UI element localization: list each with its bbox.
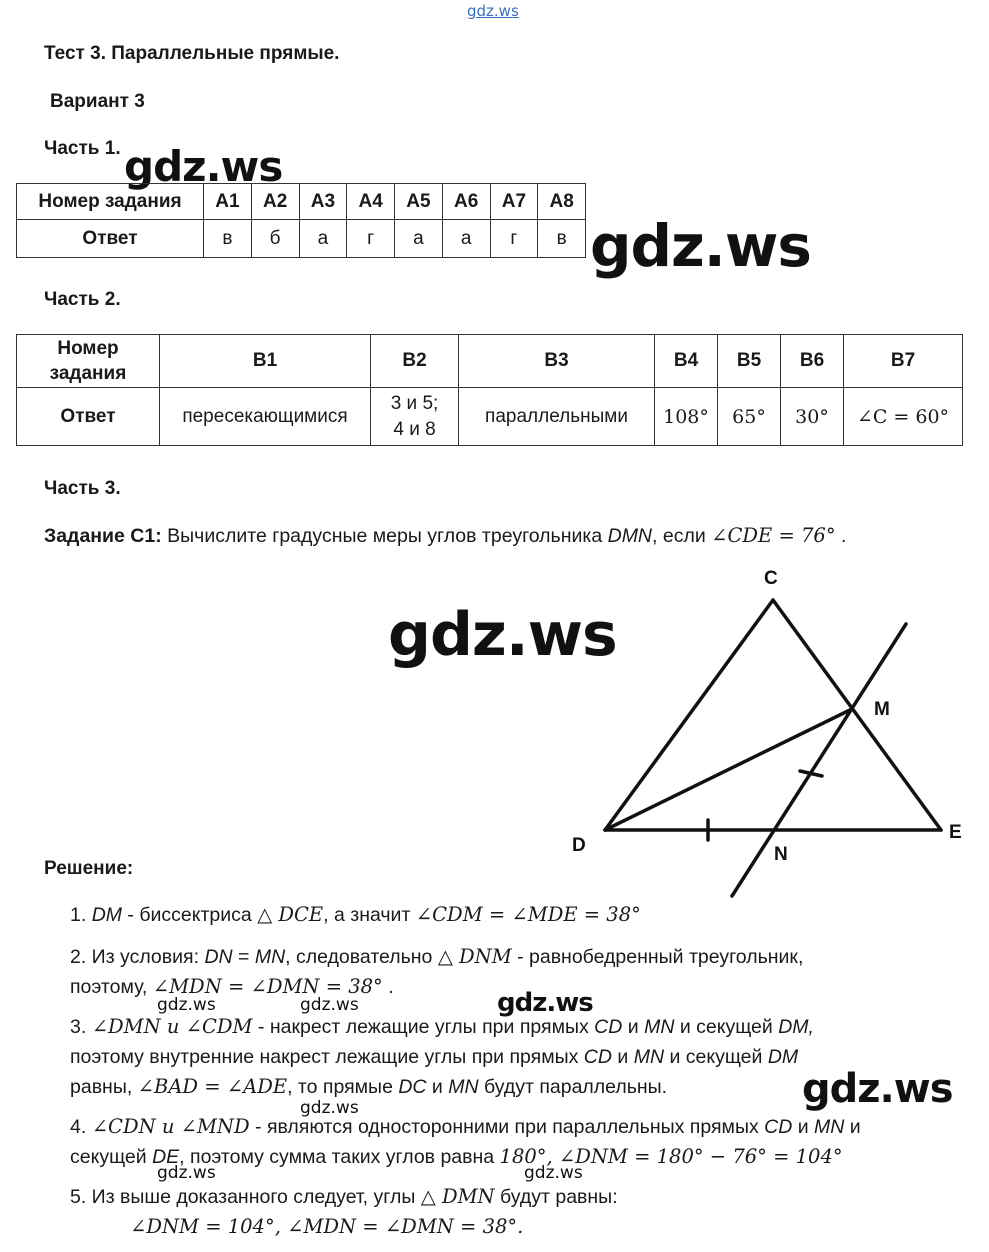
part3-label: Часть 3. xyxy=(44,478,121,499)
solution-label: Решение: xyxy=(44,858,134,879)
math-expr: ∠DMN и ∠CDM xyxy=(91,1015,253,1038)
watermark: gdz.ws xyxy=(590,212,811,280)
task-c1-angle: ∠CDE = 76° xyxy=(711,524,836,547)
part1-answer: в xyxy=(538,220,586,258)
step-line xyxy=(70,1012,950,1042)
part2-answer: 30° xyxy=(781,388,844,446)
watermark: gdz.ws xyxy=(157,995,216,1015)
step-text: - накрест лежащие углы при прямых xyxy=(252,1016,595,1038)
part2-answer-row xyxy=(17,388,963,446)
part1-answer: в xyxy=(204,220,252,258)
segment-ref: CD xyxy=(583,1046,612,1068)
part1-task: A4 xyxy=(347,184,395,220)
task-c1-if: , если xyxy=(652,525,706,547)
step-text: секущей xyxy=(70,1146,153,1168)
watermark: gdz.ws xyxy=(802,1066,953,1112)
part1-task: A1 xyxy=(204,184,252,220)
part1-label: Часть 1. xyxy=(44,138,121,159)
step-text: , то прямые xyxy=(287,1076,399,1098)
step-text: и xyxy=(426,1076,449,1098)
watermark: gdz.ws xyxy=(388,600,617,670)
segment-ref: DN xyxy=(204,946,233,968)
math-expr: △ DMN xyxy=(420,1185,495,1208)
part1-task: A3 xyxy=(299,184,347,220)
part1-answer-label: Ответ xyxy=(17,220,204,258)
part2-task: B2 xyxy=(371,335,459,388)
part1-answer: г xyxy=(347,220,395,258)
part2-answer-line: 4 и 8 xyxy=(393,418,436,440)
watermark-top[interactable]: gdz.ws xyxy=(467,2,519,20)
part2-answer xyxy=(371,388,459,446)
math-expr: △ DCE xyxy=(257,903,324,926)
step-text: и xyxy=(844,1116,861,1138)
part1-task: A5 xyxy=(395,184,443,220)
part2-answer: 65° xyxy=(718,388,781,446)
step-text: и секущей xyxy=(664,1046,768,1068)
step-line xyxy=(70,942,950,972)
segment-ref: DM, xyxy=(778,1016,814,1038)
step-text: и xyxy=(622,1016,645,1038)
watermark: gdz.ws xyxy=(124,142,283,191)
watermark: gdz.ws xyxy=(497,988,593,1018)
task-c1-label: Задание С1: xyxy=(44,525,162,547)
step-line xyxy=(70,1212,950,1242)
watermark: gdz.ws xyxy=(524,1163,583,1183)
step-text: и xyxy=(792,1116,815,1138)
part2-answer: ∠C = 60° xyxy=(844,388,963,446)
tick-mn xyxy=(800,771,822,776)
part1-task: A7 xyxy=(490,184,538,220)
triangle-figure xyxy=(560,560,980,905)
page-title: Тест 3. Параллельные прямые. xyxy=(44,43,340,64)
part2-table xyxy=(16,334,963,446)
point-label-c: C xyxy=(764,568,778,589)
part2-answer-label: Ответ xyxy=(17,388,160,446)
part2-task: B5 xyxy=(718,335,781,388)
task-c1-triangle: DMN xyxy=(607,525,653,547)
step-text: 2. Из условия: xyxy=(70,946,205,968)
step-text: - равнобедренный треугольник, xyxy=(511,946,804,968)
math-expr: △ DNM xyxy=(437,945,512,968)
point-label-e: E xyxy=(949,822,962,843)
step-text: и xyxy=(611,1046,634,1068)
part2-task: B4 xyxy=(655,335,718,388)
step-text: . xyxy=(382,976,394,998)
part2-answer: пересекающимися xyxy=(160,388,371,446)
step-text: 4. xyxy=(70,1116,92,1138)
step-text: , а значит xyxy=(323,904,416,926)
segment-ref: DM xyxy=(767,1046,799,1068)
watermark: gdz.ws xyxy=(300,995,359,1015)
math-expr: ∠BAD = ∠ADE xyxy=(137,1075,288,1098)
segment-ref: DE xyxy=(152,1146,180,1168)
segment-dc xyxy=(605,600,773,830)
math-expr: ∠CDN и ∠MND xyxy=(91,1115,250,1138)
solution-step-1 xyxy=(70,900,950,930)
part2-task: B1 xyxy=(160,335,371,388)
part2-header-line: задания xyxy=(49,363,127,384)
part2-header-row xyxy=(17,335,963,388)
segment-ref: MN xyxy=(448,1076,479,1098)
solution-step-5 xyxy=(70,1182,950,1242)
step-text: = xyxy=(232,946,255,968)
step-text: и секущей xyxy=(674,1016,779,1038)
part2-answer: 108° xyxy=(655,388,718,446)
step-text: будут параллельны. xyxy=(478,1076,668,1098)
segment-ref: MN xyxy=(254,946,286,968)
part1-answer: а xyxy=(442,220,490,258)
step-text: , следовательно xyxy=(285,946,438,968)
part1-task: A8 xyxy=(538,184,586,220)
step-text: 3. xyxy=(70,1016,92,1038)
part2-answer-line: 3 и 5; xyxy=(390,392,439,414)
step-line xyxy=(70,1182,950,1212)
step-line xyxy=(70,1112,950,1142)
math-expr: 180°, ∠DNM = 180° − 76° = 104° xyxy=(499,1145,843,1168)
segment-ref: MN xyxy=(644,1016,675,1038)
step-text: будут равны: xyxy=(494,1186,618,1208)
math-expr: ∠CDM = ∠MDE = 38° xyxy=(415,903,641,926)
part2-header-label xyxy=(17,335,160,388)
step-text: - биссектриса xyxy=(122,904,258,926)
part1-answer: а xyxy=(395,220,443,258)
step-text: - являются односторонними при параллельных прямых xyxy=(249,1116,765,1138)
part2-task: B3 xyxy=(459,335,655,388)
part2-header-line: Номер xyxy=(57,338,119,359)
part1-task: A6 xyxy=(442,184,490,220)
step-text: равны, xyxy=(70,1076,138,1098)
segment-ref: DM xyxy=(91,904,123,926)
segment-ref: MN xyxy=(633,1046,665,1068)
point-label-m: M xyxy=(874,699,890,720)
watermark: gdz.ws xyxy=(300,1098,359,1118)
point-label-n: N xyxy=(774,844,788,865)
segment-ref: MN xyxy=(814,1116,845,1138)
math-expr: ∠MDN = ∠DMN = 38° xyxy=(152,975,383,998)
part1-table xyxy=(16,183,586,258)
part2-label: Часть 2. xyxy=(44,289,121,310)
task-c1-text: Вычислите градусные меры углов треугольника xyxy=(167,525,603,547)
watermark: gdz.ws xyxy=(157,1163,216,1183)
step-text: поэтому внутренние накрест лежащие углы при прямых xyxy=(70,1046,584,1068)
part2-task: B6 xyxy=(781,335,844,388)
step-text: , поэтому сумма таких углов равна xyxy=(179,1146,500,1168)
variant-label: Вариант 3 xyxy=(50,91,145,112)
step-text: поэтому, xyxy=(70,976,153,998)
task-c1 xyxy=(44,524,846,548)
part1-answer: б xyxy=(251,220,299,258)
part1-task: A2 xyxy=(251,184,299,220)
step-text: 5. Из выше доказанного следует, углы xyxy=(70,1186,421,1208)
task-c1-end: . xyxy=(841,525,847,547)
segment-ref: CD xyxy=(594,1016,623,1038)
part1-answer: а xyxy=(299,220,347,258)
part1-header-row xyxy=(17,184,586,220)
part2-answer: параллельными xyxy=(459,388,655,446)
point-label-d: D xyxy=(572,835,586,856)
math-expr: ∠DNM = 104°, ∠MDN = ∠DMN = 38°. xyxy=(130,1215,524,1238)
part1-answer: г xyxy=(490,220,538,258)
part2-task: B7 xyxy=(844,335,963,388)
part1-answer-row xyxy=(17,220,586,258)
step-number: 1. xyxy=(70,904,87,926)
part1-header-label: Номер задания xyxy=(17,184,204,220)
segment-ref: CD xyxy=(764,1116,793,1138)
segment-ref: DC xyxy=(398,1076,427,1098)
